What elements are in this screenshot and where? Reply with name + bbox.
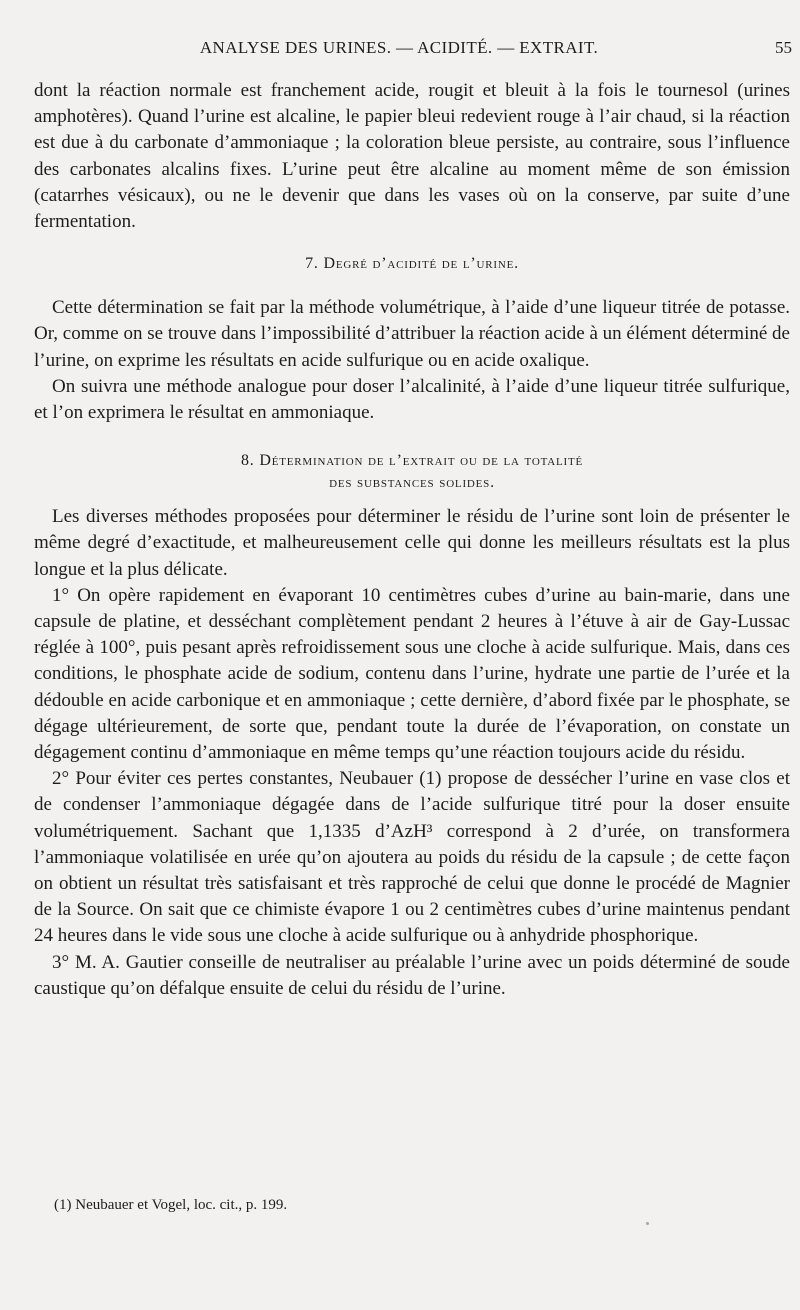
paragraph-method-2: 2° Pour éviter ces pertes constantes, Neubauer (1) propose de dessécher l’urine en vase clos et de condenser l’ammoniaque dégagée dans de l’acide sulfurique titré pour la doser ensuite volumétriquement. Sachant que 1,1335 d’AzH³ correspond à 2 d’urée, on transformera l’ammoniaque volatilisée en urée qu’on ajoutera au poids du résidu de la capsule ; de cette façon on obtient un résultat très satisfaisant et très rapproché de celui que donne le procédé de Magnier de la Source. On sait que ce chimiste évapore 1 ou 2 centimètres cubes d’urine maintenus pendant 24 heures dans le vide sous une cloche à acide sulfurique ou à anhydride phosphorique. bbox=[34, 768, 790, 947]
running-header bbox=[34, 38, 792, 62]
footnote: (1) Neubauer et Vogel, loc. cit., p. 199. bbox=[54, 1197, 288, 1213]
paragraph-continuation: dont la réaction normale est franchement acide, rougit et bleuit à la fois le tournesol (urines amphotères). Quand l’urine est alcaline, le papier bleui redevient rouge à l’air chaud, si la réaction est due à du carbonate d’ammoniaque ; la coloration bleue persiste, au contraire, sous l’influence des carbonates alcalins fixes. L’urine peut être alcaline au moment même de son émission (catarrhes vésicaux), ou ne le devenir que dans les vases où on la conserve, par suite d’une fermentation. bbox=[34, 80, 790, 233]
paragraph-alkalinity-method: On suivra une méthode analogue pour doser l’alcalinité, à l’aide d’une liqueur titrée sulfurique, et l’on exprimera le résultat en ammoniaque. bbox=[34, 375, 790, 424]
paragraph-method-3: 3° M. A. Gautier conseille de neutraliser au préalable l’urine avec un poids déterminé de soude caustique qu’on défalque ensuite de celui du résidu de l’urine. bbox=[34, 951, 790, 999]
section-heading-7: 7. Degré d’acidité de l’urine. bbox=[305, 255, 519, 273]
paper-speck bbox=[646, 1222, 649, 1225]
main-text bbox=[34, 78, 790, 1002]
section-heading-8-line-1: 8. Détermination de l’extrait ou de la totalité bbox=[240, 452, 584, 470]
section-heading-8 bbox=[34, 450, 790, 494]
section-heading-8-line-2: des substances solides. bbox=[329, 474, 495, 492]
running-title: ANALYSE DES URINES. — ACIDITÉ. — EXTRAIT. bbox=[199, 38, 599, 57]
paragraph-method-1: 1° On opère rapidement en évaporant 10 centimètres cubes d’urine au bain-marie, dans une capsule de platine, et desséchant complètement pendant 2 heures à l’étuve à air de Gay-Lussac réglée à 100°, puis pesant après refroidissement sous une cloche à acide sulfurique. Mais, dans ces conditions, le phosphate acide de sodium, contenu dans l’urine, hydrate une partie de l’urée et la dédouble en acide carbonique et en ammoniaque ; cette dernière, d’abord fixée par le phosphate, se dégage ultérieurement, de sorte que, pendant toute la durée de l’évaporation, on constate un dégagement continu d’ammoniaque en même temps qu’une réaction toujours acide du résidu. bbox=[34, 584, 790, 764]
paragraph-acidity-method: Cette détermination se fait par la méthode volumétrique, à l’aide d’une liqueur titrée de potasse. Or, comme on se trouve dans l’impossibilité d’attribuer la réaction acide à un élément déterminé de l’urine, on exprime les résultats en acide sulfurique ou en acide oxalique. bbox=[34, 297, 790, 371]
paragraph-residue-methods: Les diverses méthodes proposées pour déterminer le résidu de l’urine sont loin de présenter le même degré d’exactitude, et malheureusement celle qui donne les meilleurs résultats est la plus longue et la plus délicate. bbox=[34, 506, 790, 580]
page-number: 55 bbox=[775, 38, 792, 57]
